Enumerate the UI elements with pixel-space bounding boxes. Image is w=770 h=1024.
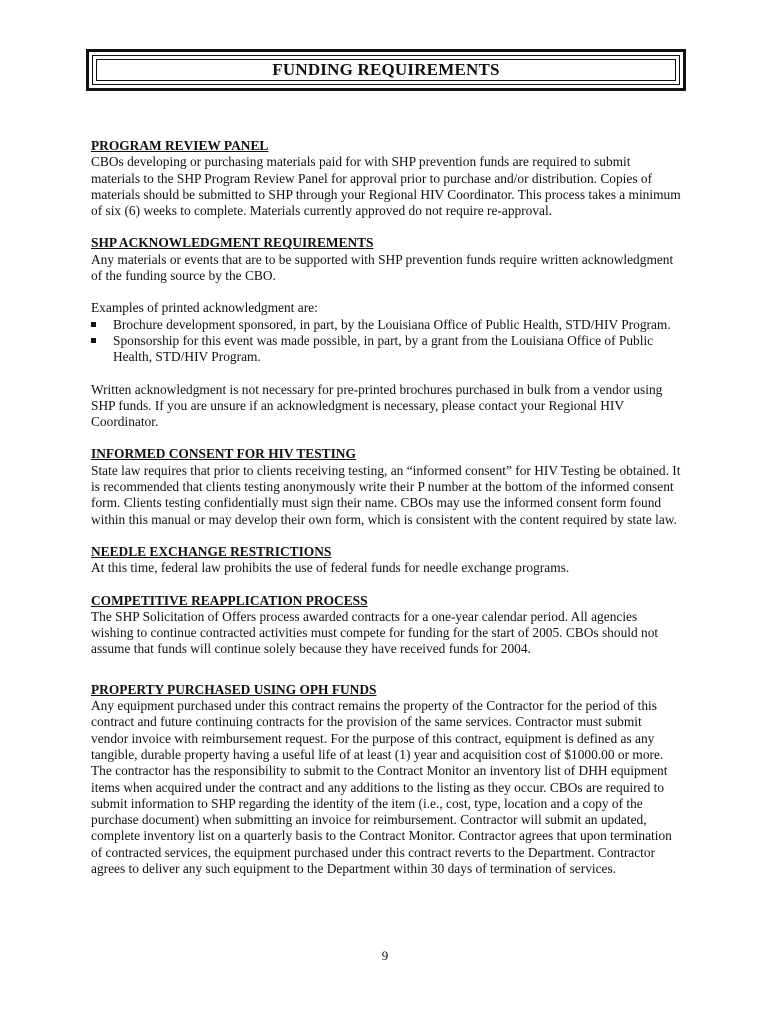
section-acknowledgment	[91, 235, 681, 430]
list-item	[91, 317, 681, 333]
section-informed-consent	[91, 446, 681, 527]
list-item	[91, 333, 681, 366]
list-item-text: Sponsorship for this event was made possible, in part, by a grant from the Louisiana Office of Public Health, STD/HIV Program.	[113, 332, 654, 365]
section-heading: SHP ACKNOWLEDGMENT REQUIREMENTS	[91, 235, 374, 251]
examples-list	[91, 317, 681, 366]
page-number: 9	[381, 948, 389, 963]
list-item-text: Brochure development sponsored, in part, by the Louisiana Office of Public Health, STD/HIV Program.	[113, 316, 671, 332]
section-heading: INFORMED CONSENT FOR HIV TESTING	[91, 446, 356, 462]
section-program-review	[91, 138, 681, 219]
section-property	[91, 682, 681, 878]
section-heading: COMPETITIVE REAPPLICATION PROCESS	[91, 592, 368, 608]
section-needle-exchange	[91, 544, 681, 577]
section-heading: PROGRAM REVIEW PANEL	[91, 138, 269, 153]
title-box	[86, 49, 686, 91]
document-body	[91, 138, 681, 877]
acknowledgment-note: Written acknowledgment is not necessary for pre-printed brochures purchased in bulk from a vendor using SHP funds. If you are unsure if an acknowledgment is necessary, please contact your Regional HIV Coordinator.	[91, 381, 663, 430]
section-heading: PROPERTY PURCHASED USING OPH FUNDS	[91, 681, 377, 697]
bullet-square-icon	[91, 322, 96, 327]
bullet-square-icon	[91, 338, 96, 343]
section-heading: NEEDLE EXCHANGE RESTRICTIONS	[91, 543, 332, 559]
section-paragraph: Any materials or events that are to be supported with SHP prevention funds require written acknowledgment of the funding source by the CBO.	[91, 251, 674, 284]
page-title: FUNDING REQUIREMENTS	[272, 60, 500, 79]
title-box-inner-frame	[92, 55, 680, 85]
section-paragraph: State law requires that prior to clients receiving testing, an “informed consent” for HIV Testing be obtained. It is recommended that clients testing anonymously write their P number at the bottom of the informed consent form. Clients testing confidentially must sign their name. CBOs may use the informed consent form found within this manual or may develop their own form, which is consistent with the content required by state law.	[91, 462, 681, 527]
examples-intro: Examples of printed acknowledgment are:	[91, 300, 318, 316]
section-paragraph: The SHP Solicitation of Offers process awarded contracts for a one-year calendar period. All agencies wishing to continue contracted activities must compete for funding for the start of 2005. CBOs should not assume that funds will continue solely because they have received funds for 2004.	[91, 608, 659, 657]
section-paragraph: CBOs developing or purchasing materials paid for with SHP prevention funds are required to submit materials to the SHP Program Review Panel for approval prior to purchase and/or distribution. Copies of materials should be submitted to SHP through your Regional HIV Coordinator. This process takes a minimum of six (6) weeks to complete. Materials currently approved do not require re-approval.	[91, 154, 681, 219]
section-paragraph: Any equipment purchased under this contract remains the property of the Contractor for the period of this contract and future continuing contracts for the provision of the same services. Contractor must submit vendor invoice with reimbursement request. For the purpose of this contract, equipment is defined as any tangible, durable property having a useful life of at least (1) year and acquisition cost of $1000.00 or more. The contractor has the responsibility to submit to the Contract Monitor an inventory list of DHH equipment items when acquired under the contract and any additions to the listing as they occur. CBOs are required to submit information to SHP regarding the identity of the item (i.e., cost, type, location and a copy of the purchase document) when submitting an invoice for reimbursement. Contractor will submit an updated, complete inventory list on a quarterly basis to the Contract Monitor. Contractor agrees that upon termination of contracted services, the equipment purchased under this contract reverts to the Department. Contractor agrees to deliver any such equipment to the Department within 30 days of termination of services.	[91, 698, 672, 876]
title-box-inner-frame-2	[96, 59, 676, 81]
section-reapplication	[91, 593, 681, 658]
section-paragraph: At this time, federal law prohibits the use of federal funds for needle exchange programs.	[91, 560, 570, 576]
